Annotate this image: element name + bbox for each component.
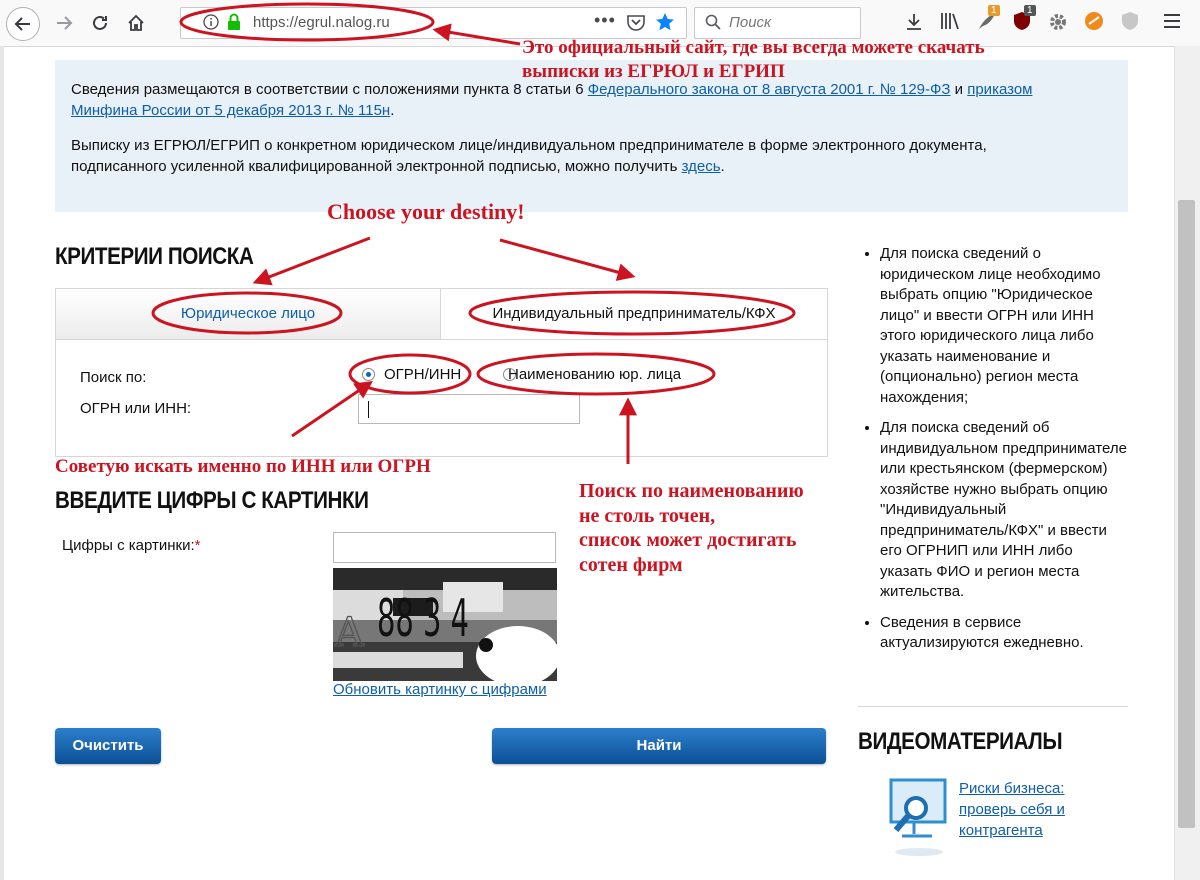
tab-legal-entity[interactable]	[56, 289, 441, 340]
tab-legal-entity-label: Юридическое лицо	[180, 305, 316, 322]
captcha-input[interactable]	[333, 532, 556, 563]
radio-ogrn-inn[interactable]	[362, 368, 375, 381]
video-link-line2[interactable]: проверь себя и	[959, 801, 1065, 818]
order-link-part1[interactable]: приказом	[967, 81, 1033, 98]
annotation-text: не столь точен,	[579, 504, 716, 527]
annotation-advice: Советую искать именно по ИНН или ОГРН	[55, 456, 431, 477]
ogrn-inn-field-label: ОГРН или ИНН:	[80, 400, 192, 417]
captcha-label	[62, 537, 201, 554]
clear-button[interactable]: Очистить	[55, 728, 161, 764]
arrow-right-icon	[55, 14, 73, 32]
lock-icon[interactable]	[227, 13, 241, 36]
info-text: Выписку из ЕГРЮЛ/ЕГРИП о конкретном юридическом лице/индивидуальном предпринимателе в форме электронного документа,	[71, 137, 987, 154]
pocket-icon[interactable]	[627, 14, 645, 36]
downloads-icon[interactable]	[904, 12, 924, 37]
help-item-legal: • Для поиска сведений о юридическом лице необходимо выбрать опцию "Юридическое лицо" и ввести ОГРН или ИНН этого юридического лица либо указать наименование и (опционально) регион места нахождения;	[880, 244, 1128, 408]
search-by-label: Поиск по:	[80, 369, 147, 386]
ublock-badge: 1	[1024, 5, 1036, 16]
video-link-line1[interactable]: Риски бизнеса:	[959, 780, 1065, 797]
url-text[interactable]: https://egrul.nalog.ru	[253, 14, 390, 31]
annotation-official-site	[522, 36, 985, 84]
annotation-arrow-tab-legal	[256, 238, 370, 282]
info-text: .	[390, 102, 395, 119]
info-icon[interactable]	[203, 14, 219, 35]
search-criteria-heading: КРИТЕРИИ ПОИСКА	[55, 243, 254, 270]
video-link-line3[interactable]: контрагента	[959, 822, 1043, 839]
search-icon	[705, 14, 721, 35]
home-icon	[127, 14, 145, 32]
annotation-name-search	[579, 479, 804, 577]
find-button[interactable]: Найти	[492, 728, 826, 764]
annotation-text: выписки из ЕГРЮЛ и ЕГРИП	[522, 61, 785, 82]
search-bar[interactable]	[694, 7, 861, 39]
help-item-ip: • Для поиска сведений об индивидуальном предпринимателе или крестьянском (фермерском) хозяйстве нужно выбрать опцию "Индивидуальный предприниматель/КФХ" и ввести его ОГРНИП или ИНН либо указать ФИО и регион места жительства.	[880, 418, 1128, 603]
captcha-label-text: Цифры с картинки:	[62, 537, 195, 554]
captcha-heading: ВВЕДИТЕ ЦИФРЫ С КАРТИНКИ	[55, 487, 369, 514]
forward-button[interactable]	[48, 7, 80, 39]
annotation-text: Это официальный сайт, где вы всегда можете скачать	[522, 37, 985, 58]
annotation-choose-destiny: Choose your destiny!	[327, 199, 525, 224]
reload-icon	[91, 14, 109, 32]
shield-icon[interactable]	[1120, 11, 1140, 36]
info-text: и	[950, 81, 968, 98]
back-button[interactable]	[6, 7, 40, 41]
scrollbar-thumb[interactable]	[1178, 200, 1195, 828]
reload-button[interactable]	[84, 7, 116, 39]
extension-orange-icon[interactable]	[1084, 11, 1104, 36]
refresh-captcha-link[interactable]: Обновить картинку с цифрами	[333, 681, 547, 698]
extension-badge-1: 1	[988, 5, 1000, 16]
bookmark-star-icon[interactable]	[655, 12, 675, 37]
arrow-left-icon	[14, 15, 32, 33]
gear-icon[interactable]	[1048, 12, 1068, 37]
text-caret	[368, 401, 369, 418]
here-link[interactable]: здесь	[681, 158, 721, 175]
captcha-digits: 88 3 4	[377, 589, 469, 649]
search-placeholder: Поиск	[729, 14, 772, 31]
url-bar[interactable]	[180, 7, 687, 39]
tab-individual-entrepreneur[interactable]	[441, 289, 827, 340]
radio-ogrn-inn-label[interactable]: ОГРН/ИНН	[384, 366, 462, 383]
search-form	[55, 288, 828, 457]
info-paragraph-2	[71, 135, 1111, 177]
radio-name-label[interactable]: Наименованию юр. лица	[508, 366, 682, 383]
info-text: подписанного усиленной квалифицированной электронной подписью, можно получить	[71, 158, 682, 175]
help-sidebar	[858, 244, 1128, 664]
tab-individual-entrepreneur-label: Индивидуальный предприниматель/КФХ	[492, 305, 776, 322]
video-heading: ВИДЕОМАТЕРИАЛЫ	[858, 728, 1063, 755]
window-border	[0, 46, 4, 880]
required-mark: *	[194, 537, 201, 554]
page-actions-icon[interactable]: •••	[594, 10, 616, 30]
sidebar-divider	[858, 706, 1128, 707]
info-text: .	[720, 158, 725, 175]
order-link-part2[interactable]: Минфина России от 5 декабря 2013 г. № 115н	[71, 102, 391, 119]
video-link[interactable]	[959, 778, 1065, 841]
menu-hamburger-icon[interactable]	[1162, 12, 1182, 35]
home-button[interactable]	[120, 7, 152, 39]
monitor-magnifier-icon[interactable]	[888, 778, 950, 863]
annotation-text: сотен фирм	[579, 553, 683, 576]
help-item-update: • Сведения в сервисе актуализируются ежедневно.	[880, 613, 1128, 654]
annotation-text: Поиск по наименованию	[579, 480, 804, 502]
library-icon[interactable]	[940, 11, 962, 36]
captcha-image	[333, 568, 557, 681]
ogrn-inn-input[interactable]	[358, 394, 580, 424]
annotation-text: список может достигать	[579, 529, 797, 551]
help-list	[858, 244, 1128, 654]
law-link[interactable]: Федерального закона от 8 августа 2001 г. № 129-ФЗ	[587, 81, 951, 98]
info-text: Сведения размещаются в соответствии с положениями пункта 8 статьи 6	[71, 81, 588, 98]
annotation-arrow-tab-ip	[500, 240, 632, 276]
info-paragraph-1	[71, 79, 1111, 121]
svg-text:A: A	[335, 610, 364, 656]
